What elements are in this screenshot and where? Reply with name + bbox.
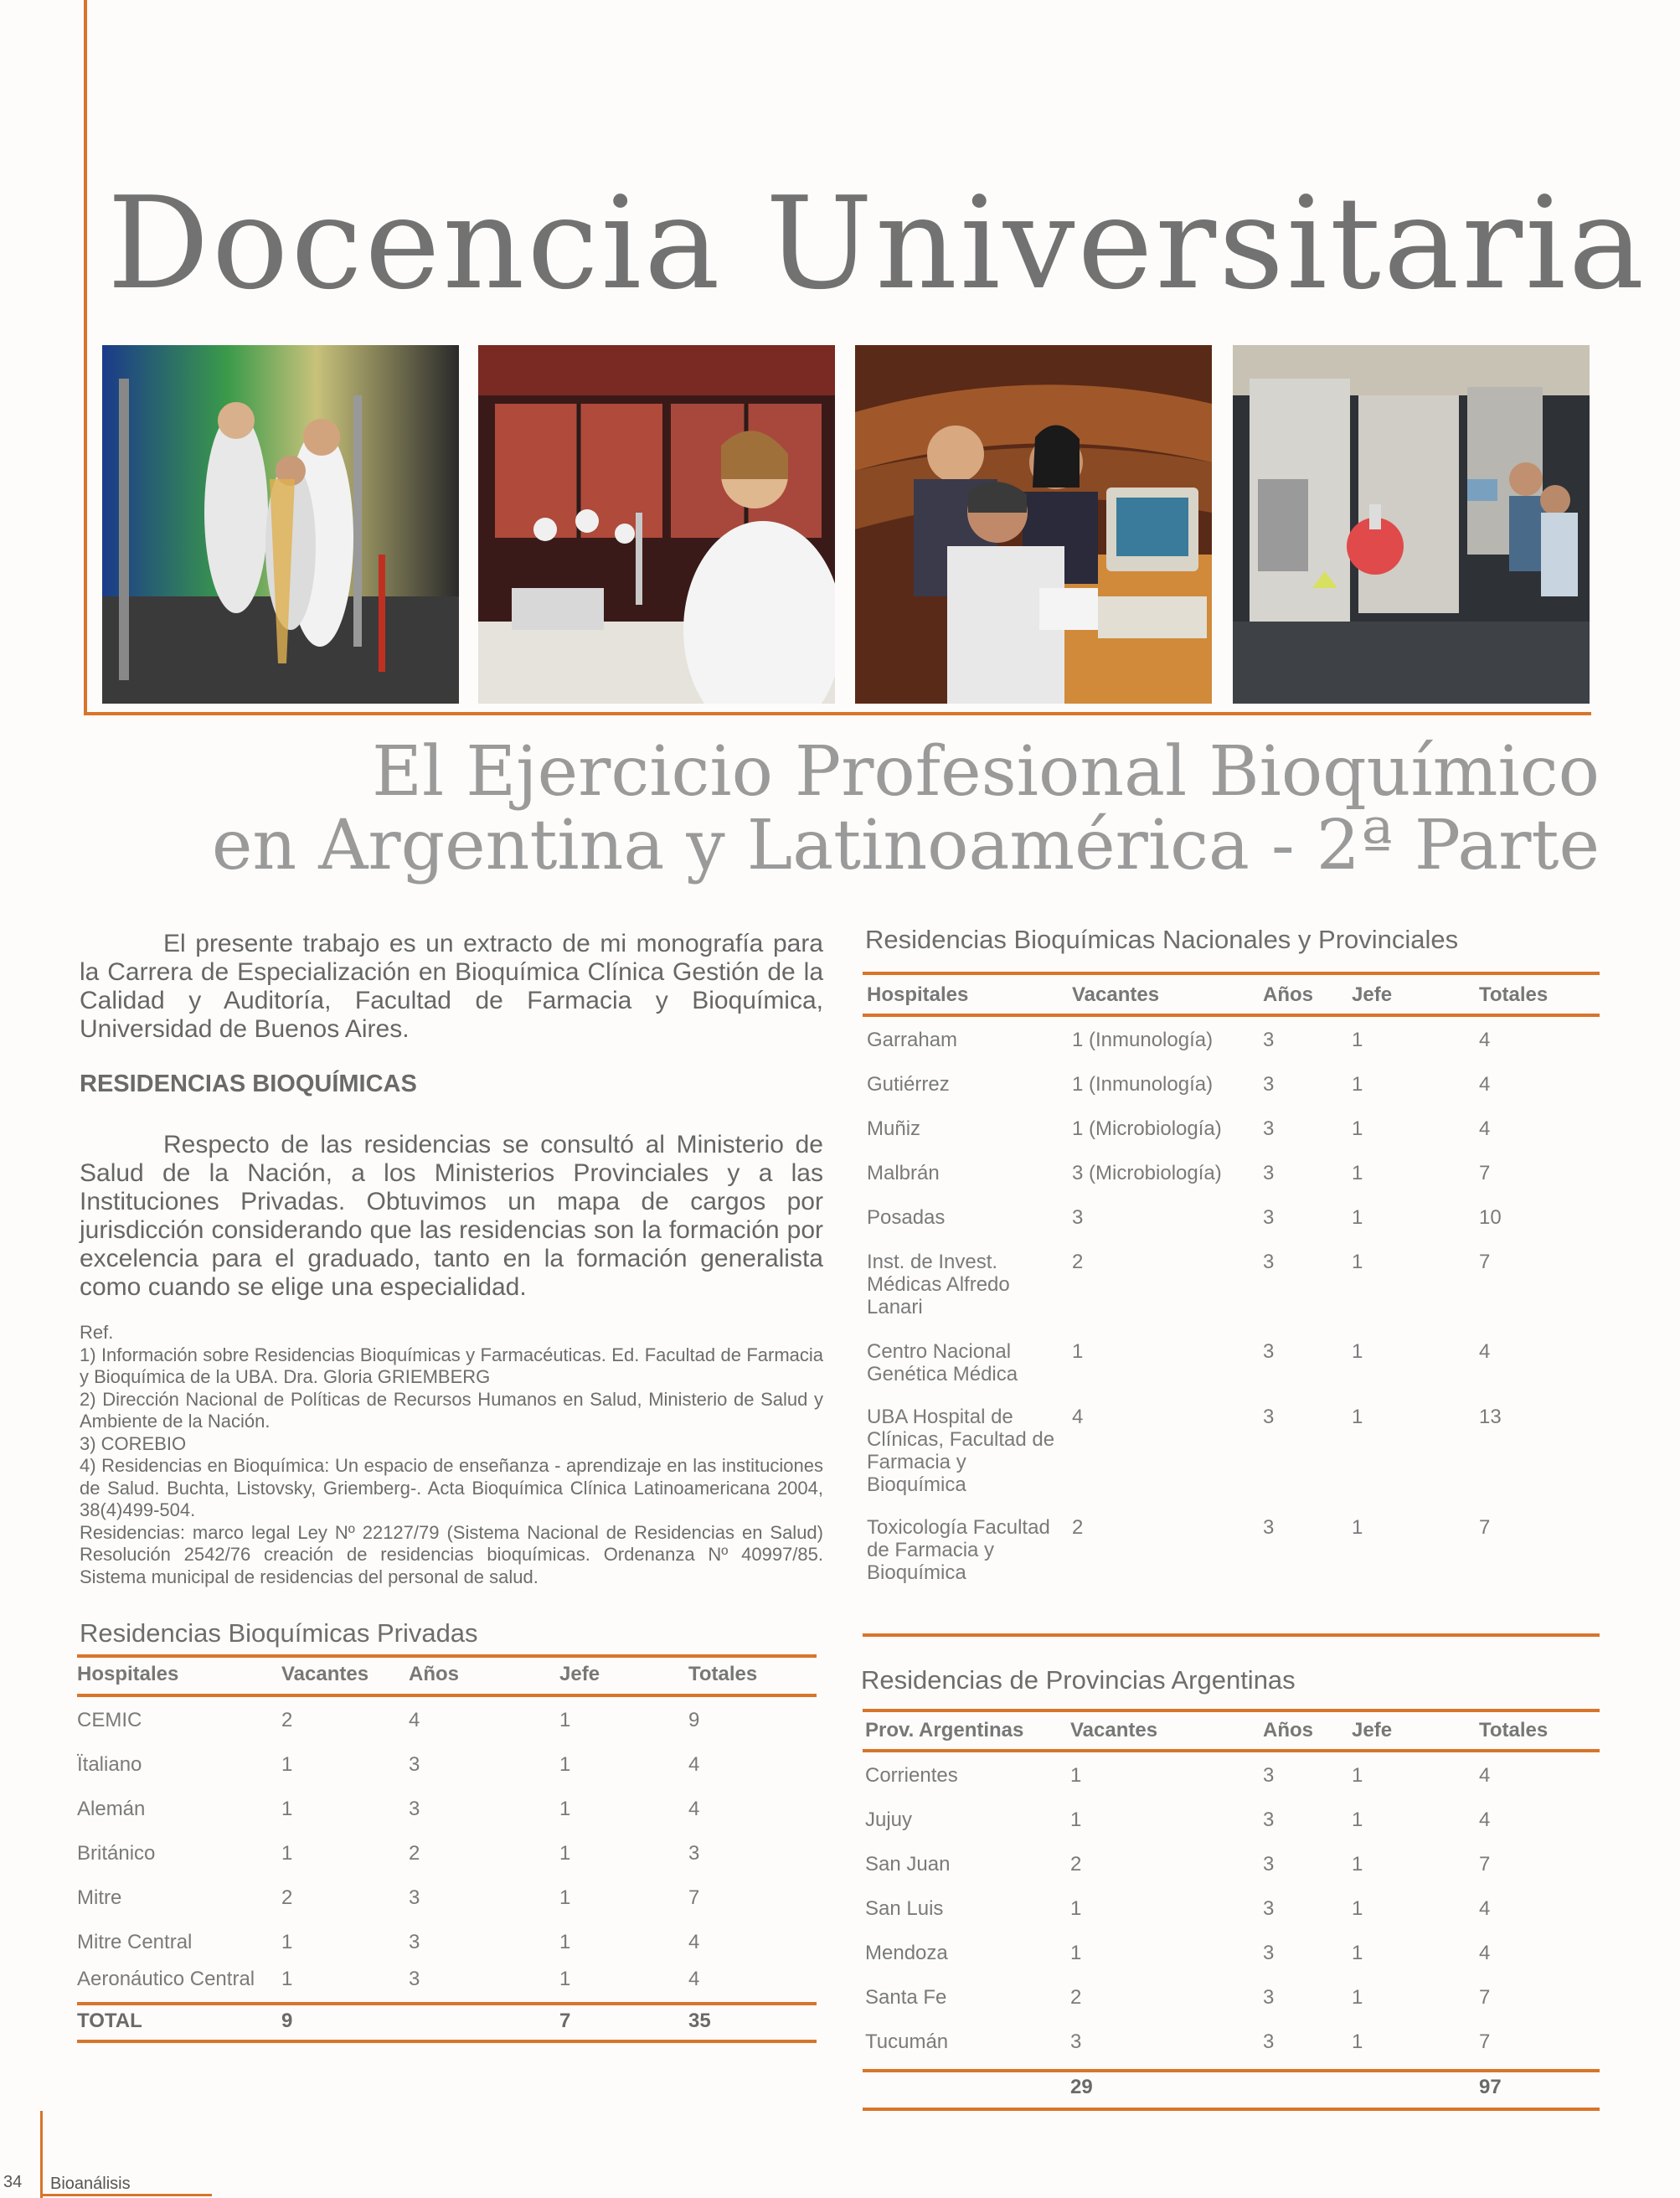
table-cell: 7 [1479,1251,1491,1273]
table-cell: Centro Nacional Genética Médica [867,1340,1018,1385]
table-cell: 3 [1263,1406,1275,1428]
table-cell: 1 [1352,1942,1363,1964]
table-rule [863,1749,1600,1752]
table-cell: Malbrán [867,1162,940,1184]
table-cell: 4 [1479,1764,1491,1787]
table-cell: 1 (Inmunología) [1072,1073,1214,1096]
table-cell: 1 [559,1753,571,1776]
table-cell: CEMIC [77,1709,142,1731]
table-cell: 1 [559,1886,571,1909]
page-title: Docencia Universitaria [107,169,1647,317]
table-cell: 2 [1072,1516,1084,1539]
publication-name: Bioanálisis [50,2175,131,2193]
table-total-cell: TOTAL [77,2010,142,2032]
table-cell: 3 [1263,1073,1275,1096]
table-title-nacionales: Residencias Bioquímicas Nacionales y Provinciales [865,925,1459,954]
photo-strip [102,345,1593,704]
table-cell: 1 [1070,1897,1082,1920]
ref-item: 4) Residencias en Bioquímica: Un espacio de enseñanza - aprendizaje en las instituciones de Salud. Buchta, Listovsky, Griemberg-. Acta Bioquímica Clínica Latinoamericana 2004, 38(4)499-504. [80,1455,823,1520]
subtitle-line-1: El Ejercicio Profesional Bioquímico [372,732,1600,812]
table-header-cell: Jefe [559,1663,600,1685]
page-number: 34 [3,2173,23,2191]
table-cell: Santa Fe [865,1986,947,2009]
table-cell: 3 [1263,1340,1275,1363]
table-cell: 3 [1263,1162,1275,1184]
table-rule [77,2002,817,2005]
table-total-cell: 9 [281,2010,293,2032]
table-cell: San Juan [865,1853,951,1876]
table-header-cell: Totales [688,1663,758,1685]
table-cell: 4 [1072,1406,1084,1428]
table-cell: 2 [1072,1251,1084,1273]
table-cell: 7 [1479,1516,1491,1539]
table-header-cell: Jefe [1352,1719,1393,1741]
table-header-cell: Hospitales [867,983,969,1006]
table-cell: 4 [688,1798,700,1820]
table-cell: 4 [1479,1117,1491,1140]
photo-lab-pipette [478,345,835,704]
table-rule [863,1633,1600,1637]
table-cell: 3 [1070,2030,1082,2053]
table-cell: 3 [1263,1897,1275,1920]
table-cell: 1 [559,1842,571,1865]
table-cell: Jujuy [865,1808,913,1831]
table-cell: 1 [1352,2030,1363,2053]
section-body [80,1131,823,1302]
table-cell: 1 [1352,1251,1363,1273]
table-cell: Gutiérrez [867,1073,950,1096]
table-cell: 3 [409,1798,420,1820]
table-cell: Muñiz [867,1117,921,1140]
table-total-cell: 29 [1070,2076,1093,2098]
table-cell: 1 [1070,1942,1082,1964]
table-total-cell: 35 [688,2010,711,2032]
table-header-cell: Totales [1479,983,1549,1006]
table-cell: 1 (Microbiología) [1072,1117,1222,1140]
table-cell: 3 [409,1886,420,1909]
table-cell: Toxicología Facultad de Farmacia y Bioquímica [867,1516,1050,1584]
table-header-cell: Prov. Argentinas [865,1719,1024,1741]
table-rule [863,2069,1600,2072]
table-cell: Mitre [77,1886,122,1909]
table-cell: Mitre Central [77,1931,193,1953]
table-cell: 1 [1352,1764,1363,1787]
ref-label: Ref. [80,1322,114,1343]
table-cell: Garraham [867,1029,958,1051]
references [80,1322,823,1588]
footer-horizontal-rule [40,2194,212,2196]
table-cell: 1 [281,1842,293,1865]
table-cell: 3 [1263,1986,1275,2009]
table-cell: 3 [1263,1117,1275,1140]
table-cell: 1 [1352,1073,1363,1096]
photo-lab-instruments [1233,345,1590,704]
table-header-cell: Vacantes [281,1663,369,1685]
table-cell: 1 [1352,1162,1363,1184]
table-cell: 13 [1479,1406,1502,1428]
table-cell: 7 [688,1886,700,1909]
table-cell: Británico [77,1842,156,1865]
table-cell: 4 [688,1968,700,1990]
footer-vertical-rule [40,2111,43,2198]
article-subtitle [211,732,1600,885]
table-total-cell: 97 [1479,2076,1502,2098]
table-cell: 1 [1352,1206,1363,1229]
table-cell: 1 [1352,1516,1363,1539]
table-header-cell: Vacantes [1072,983,1160,1006]
table-cell: 7 [1479,1162,1491,1184]
accent-horizontal-rule [84,712,1591,715]
table-cell: 3 [409,1968,420,1990]
table-cell: 1 [1352,1340,1363,1363]
table-header-cell: Vacantes [1070,1719,1158,1741]
intro-text: El presente trabajo es un extracto de mi monografía para la Carrera de Especialización en Bioquímica Clínica Gestión de la Calidad y Auditoría, Facultad de Farmacia y Bioquímica, Universidad de Buenos Aires. [80,930,823,1043]
table-cell: 10 [1479,1206,1502,1229]
table-cell: 3 [1263,1029,1275,1051]
table-cell: 4 [1479,1808,1491,1831]
photo-classroom-computer [855,345,1212,704]
table-rule [77,1654,817,1658]
table-cell: 2 [1070,1853,1082,1876]
table-cell: 1 [1072,1340,1084,1363]
table-cell: 2 [281,1886,293,1909]
ref-item: 2) Dirección Nacional de Políticas de Recursos Humanos en Salud, Ministerio de Salud y Ambiente de la Nación. [80,1388,823,1432]
table-cell: 1 [281,1753,293,1776]
table-cell: 2 [409,1842,420,1865]
table-cell: 1 [1352,1117,1363,1140]
table-cell: 4 [1479,1942,1491,1964]
table-title-provincias: Residencias de Provincias Argentinas [861,1665,1296,1695]
table-cell: 2 [1070,1986,1082,2009]
ref-item: Residencias: marco legal Ley Nº 22127/79 (Sistema Nacional de Residencias en Salud) Resolución 2542/76 creación de residencias bioquímicas. Ordenanza Nº 40997/85. Sistema municipal de residencias del personal de salud. [80,1521,823,1587]
section-body-text: Respecto de las residencias se consultó al Ministerio de Salud de la Nación, a los Ministerios Provinciales y a las Instituciones Privadas. Obtuvimos un mapa de cargos por jurisdicción considerando que las residencias son la formación por excelencia para el graduado, tanto en la formación generalista como cuando se elige una especialidad. [80,1131,823,1301]
table-cell: 1 [281,1931,293,1953]
table-cell: 1 [1352,1986,1363,2009]
table-cell: Ïtaliano [77,1753,142,1776]
table-cell: 1 [281,1798,293,1820]
table-cell: 7 [1479,1853,1491,1876]
table-cell: 4 [409,1709,420,1731]
table-cell: 3 [688,1842,700,1865]
table-cell: Aeronáutico Central [77,1968,255,1990]
table-cell: 2 [281,1709,293,1731]
table-cell: 3 [409,1931,420,1953]
table-rule [77,1694,817,1697]
table-cell: 1 [1352,1406,1363,1428]
table-cell: 1 [1070,1764,1082,1787]
table-header-cell: Años [409,1663,459,1685]
table-cell: 7 [1479,2030,1491,2053]
table-cell: 1 [559,1968,571,1990]
table-cell: 1 [1352,1853,1363,1876]
table-cell: 3 [1263,2030,1275,2053]
table-cell: 3 [409,1753,420,1776]
table-header-cell: Años [1263,983,1313,1006]
ref-item: 3) COREBIO [80,1432,187,1454]
table-cell: Inst. de Invest. Médicas Alfredo Lanari [867,1251,1010,1318]
table-cell: 3 (Microbiología) [1072,1162,1222,1184]
table-cell: Alemán [77,1798,146,1820]
table-header-cell: Totales [1479,1719,1549,1741]
accent-vertical-rule [84,0,87,712]
intro-paragraph [80,930,823,1044]
table-header-cell: Hospitales [77,1663,179,1685]
table-cell: San Luis [865,1897,944,1920]
table-cell: 3 [1263,1516,1275,1539]
table-cell: Corrientes [865,1764,958,1787]
table-cell: 3 [1263,1942,1275,1964]
table-header-cell: Años [1263,1719,1313,1741]
table-cell: 3 [1263,1251,1275,1273]
table-cell: 4 [688,1753,700,1776]
table-rule [77,2040,817,2043]
table-cell: 3 [1263,1206,1275,1229]
table-total-cell: 7 [559,2010,571,2032]
table-cell: 3 [1263,1764,1275,1787]
table-cell: 9 [688,1709,700,1731]
table-rule [863,2108,1600,2111]
table-cell: 4 [1479,1340,1491,1363]
table-header-cell: Jefe [1352,983,1393,1006]
table-cell: 4 [688,1931,700,1953]
table-cell: 4 [1479,1029,1491,1051]
table-title-privadas: Residencias Bioquímicas Privadas [80,1618,478,1648]
table-rule [863,1014,1600,1017]
photo-lab-chromatography [102,345,459,704]
table-cell: UBA Hospital de Clínicas, Facultad de Farmacia y Bioquímica [867,1406,1055,1496]
table-cell: 4 [1479,1897,1491,1920]
table-cell: 3 [1263,1853,1275,1876]
table-cell: Tucumán [865,2030,949,2053]
table-cell: 1 [559,1798,571,1820]
subtitle-line-2: en Argentina y Latinoamérica - 2ª Parte [211,806,1600,885]
table-rule [863,972,1600,975]
table-cell: 1 [1352,1808,1363,1831]
table-cell: 1 [1352,1897,1363,1920]
table-cell: 1 [559,1931,571,1953]
table-cell: 1 (Inmunología) [1072,1029,1214,1051]
table-cell: 3 [1263,1808,1275,1831]
table-cell: 4 [1479,1073,1491,1096]
table-cell: Posadas [867,1206,946,1229]
table-cell: 7 [1479,1986,1491,2009]
table-cell: 1 [281,1968,293,1990]
table-cell: Mendoza [865,1942,948,1964]
ref-item: 1) Información sobre Residencias Bioquímicas y Farmacéuticas. Ed. Facultad de Farmacia y Bioquímica de la UBA. Dra. Gloria GRIEMBERG [80,1344,823,1387]
table-cell: 1 [559,1709,571,1731]
table-cell: 1 [1070,1808,1082,1831]
table-cell: 1 [1352,1029,1363,1051]
section-heading: RESIDENCIAS BIOQUÍMICAS [80,1071,417,1097]
table-cell: 3 [1072,1206,1084,1229]
table-rule [863,1709,1600,1712]
